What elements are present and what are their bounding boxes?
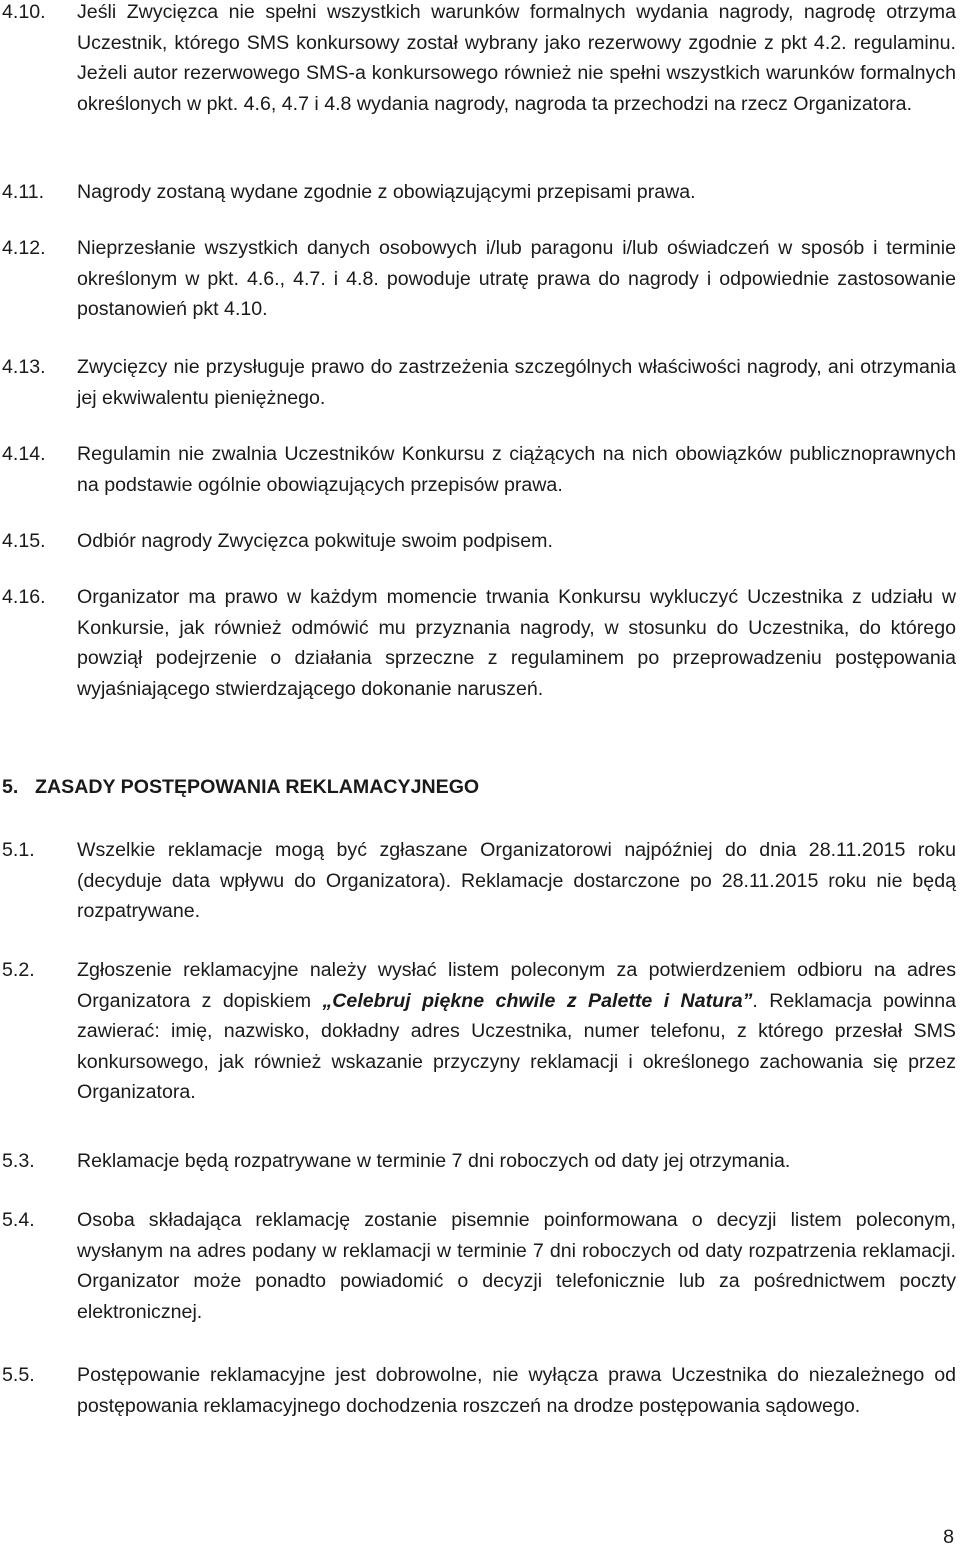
section-text: Odbiór nagrody Zwycięzca pokwituje swoim podpisem.: [77, 530, 553, 552]
section-text: Nieprzesłanie wszystkich danych osobowych i/lub paragonu i/lub oświadczeń w sposób i terminie określonym w pkt. 4.6., 4.7. i 4.8. powoduje utratę prawa do nagrody i odpowiednie zastosowanie postanowień pkt 4.10.: [77, 237, 956, 320]
section-text: Nagrody zostaną wydane zgodnie z obowiązującymi przepisami prawa.: [77, 181, 696, 203]
section-text: Wszelkie reklamacje mogą być zgłaszane Organizatorowi najpóźniej do dnia 28.11.2015 roku (decyduje data wpływu do Organizatora). Reklamacje dostarczone po 28.11.2015 roku nie będą rozpatrywane.: [77, 839, 956, 922]
section-text: Regulamin nie zwalnia Uczestników Konkursu z ciążących na nich obowiązków publicznoprawnych na podstawie ogólnie obowiązujących przepisów prawa.: [77, 443, 956, 496]
section-number: 4.10.: [2, 1, 46, 23]
section-text: Organizator ma prawo w każdym momencie trwania Konkursu wykluczyć Uczestnika z udziału w Konkursie, jak również odmówić mu przyznania nagrody, w stosunku do Uczestnika, do którego powziął podejrzenie o działania sprzeczne z regulaminem po przeprowadzeniu postępowania wyjaśniającego stwierdzającego dokonanie naruszeń.: [77, 586, 956, 700]
section-text-part: . Reklamacja powinna zawierać: imię, nazwisko, dokładny adres Uczestnika, numer telefonu, z którego przesłał SMS konkursowego, jak również wskazanie przyczyny reklamacji i określonego zachowania się przez Organizatora.: [77, 989, 957, 1103]
section-number: 4.16.: [2, 586, 46, 608]
section-text: Jeśli Zwycięzca nie spełni wszystkich warunków formalnych wydania nagrody, nagrodę otrzyma Uczestnik, którego SMS konkursowy został wybrany jako rezerwowy zgodnie z pkt 4.2. regulaminu. Jeżeli autor rezerwowego SMS-a konkursowego również nie spełni wszystkich warunków formalnych określonych w pkt. 4.6, 4.7 i 4.8 wydania nagrody, nagroda ta przechodzi na rzecz Organizatora.: [77, 1, 956, 115]
section-number: 4.15.: [2, 530, 46, 552]
section-number: 5.4.: [2, 1209, 35, 1231]
section-number: 5.3.: [2, 1150, 35, 1172]
section-number: 5.2.: [2, 959, 35, 981]
section-number: 5.5.: [2, 1364, 35, 1386]
campaign-name-emphasis: „Celebruj piękne chwile z Palette i Natura”: [322, 989, 753, 1012]
section-text: Reklamacje będą rozpatrywane w terminie 7 dni roboczych od daty jej otrzymania.: [77, 1150, 791, 1172]
chapter-heading: [2, 772, 479, 803]
chapter-number: 5.: [2, 776, 19, 798]
section-number: 4.12.: [2, 237, 46, 259]
section-text: Postępowanie reklamacyjne jest dobrowolne, nie wyłącza prawa Uczestnika do niezależnego od postępowania reklamacyjnego dochodzenia roszczeń na drodze postępowania sądowego.: [77, 1364, 956, 1417]
section-text: Zwycięzcy nie przysługuje prawo do zastrzeżenia szczególnych właściwości nagrody, ani otrzymania jej ekwiwalentu pieniężnego.: [77, 356, 956, 409]
page-number: 8: [943, 1526, 954, 1548]
section-text-part: Zgłoszenie reklamacyjne należy wysłać listem poleconym za potwierdzeniem odbioru na adres Organizatora z dopiskiem: [77, 959, 956, 1012]
chapter-title: ZASADY POSTĘPOWANIA REKLAMACYJNEGO: [35, 776, 480, 798]
section-number: 5.1.: [2, 839, 35, 861]
section-number: 4.11.: [2, 181, 45, 203]
section-number: 4.13.: [2, 356, 46, 378]
section-number: 4.14.: [2, 443, 46, 465]
section-text: Osoba składająca reklamację zostanie pisemnie poinformowana o decyzji listem poleconym, wysłanym na adres podany w reklamacji w terminie 7 dni roboczych od daty rozpatrzenia reklamacji. Organizator może ponadto powiadomić o decyzji telefonicznie lub za pośrednictwem poczty elektronicznej.: [77, 1209, 956, 1323]
section-text: [77, 955, 956, 1108]
